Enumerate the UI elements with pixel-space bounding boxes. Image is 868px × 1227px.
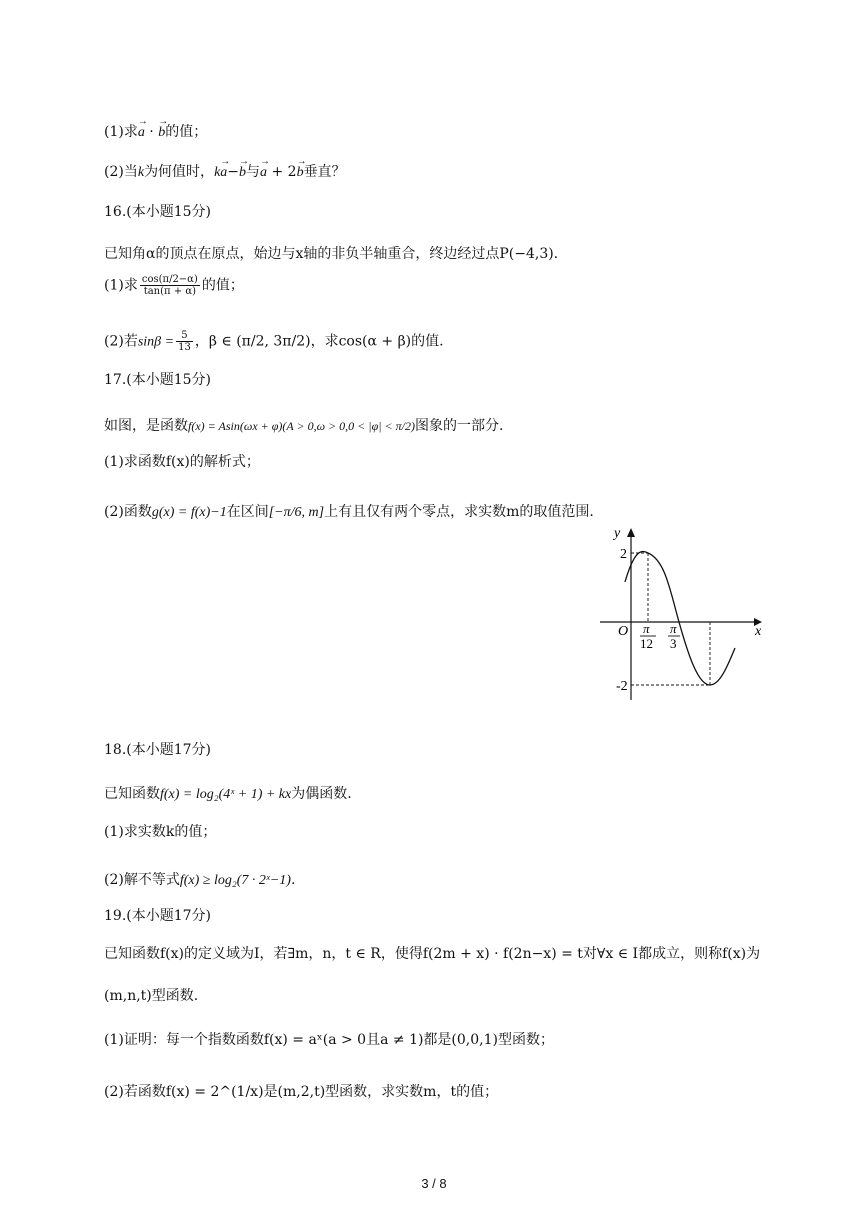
- q19-part1: (1)证明：每一个指数函数f(x) = aˣ(a > 0且a ≠ 1)都是(0,0,1)型函数；: [104, 1032, 554, 1048]
- q16-fraction: $\frac{\cos(\pi/2-\alpha)}{\tan(\pi + \alpha)}$: [141, 274, 198, 297]
- q19-intro: 已知函数f(x)的定义域为I，若∃m，n，t ∈ R，使得f(2m + x) · f(2n−x) = t对∀x ∈ I都成立，则称f(x)为: [104, 946, 761, 962]
- q19-part2: (2)若函数f(x) = 2^(1/x)是(m,2,t)型函数，求实数m，t的值；: [104, 1084, 499, 1100]
- q17-part2: (2)函数g(x) = f(x)−1在区间[−π/6, m]上有且仅有两个零点，求实数m的取值范围.: [104, 504, 594, 520]
- q16-header: 16.(本小题15分): [104, 204, 212, 220]
- y-tick-top: 2: [620, 547, 627, 562]
- q17-intro: 如图，是函数f(x) = Asin(ωx + φ)(A > 0,ω > 0,0 < |φ| < π/2)图象的一部分.: [104, 418, 504, 434]
- q17-header: 17.(本小题15分): [104, 372, 212, 388]
- q16-part1: (1)求 $\frac{\cos(\pi/2-\alpha)}{\tan(\pi + \alpha)}$ 的值；: [104, 274, 244, 297]
- y-tick-bottom: -2: [616, 679, 628, 694]
- q16-intro: 已知角α的顶点在原点，始边与x轴的非负半轴重合，终边经过点P(−4,3).: [104, 246, 559, 262]
- y-axis-arrow: [627, 528, 635, 537]
- q18-header: 18.(本小题17分): [104, 742, 212, 758]
- page-number: 3 / 8: [421, 1176, 447, 1191]
- q19-intro-cont: (m,n,t)型函数.: [104, 988, 199, 1004]
- x-tick2-num: π: [670, 621, 677, 636]
- q16-part2: (2)若sinβ = $\frac{5}{13}$ ，β ∈ (π/2, 3π/2)，求cos(α + β)的值.: [104, 330, 444, 353]
- x-tick2-den: 3: [670, 636, 677, 651]
- x-tick1-den: 12: [640, 636, 653, 651]
- sine-curve: [625, 551, 735, 685]
- q18-part1: (1)求实数k的值；: [104, 824, 217, 840]
- origin-label: O: [618, 624, 629, 639]
- q18-intro: 已知函数f(x) = log₂(4ˣ + 1) + kx为偶函数.: [104, 786, 352, 802]
- q15-part1: (1)求→ a · → b的值；: [104, 122, 207, 143]
- q15-part2: (2)当k为何值时，k→ a−→ b与→ a + 2→ b垂直？: [104, 162, 346, 183]
- x-tick1-num: π: [643, 621, 650, 636]
- x-axis-label: x: [755, 624, 762, 639]
- q18-part2: (2)解不等式f(x) ≥ log₂(7 · 2ˣ−1).: [104, 872, 296, 888]
- q19-header: 19.(本小题17分): [104, 908, 212, 924]
- sine-graph: [590, 520, 775, 710]
- q17-part1: (1)求函数f(x)的解析式；: [104, 454, 260, 470]
- y-axis-label: y: [614, 526, 621, 541]
